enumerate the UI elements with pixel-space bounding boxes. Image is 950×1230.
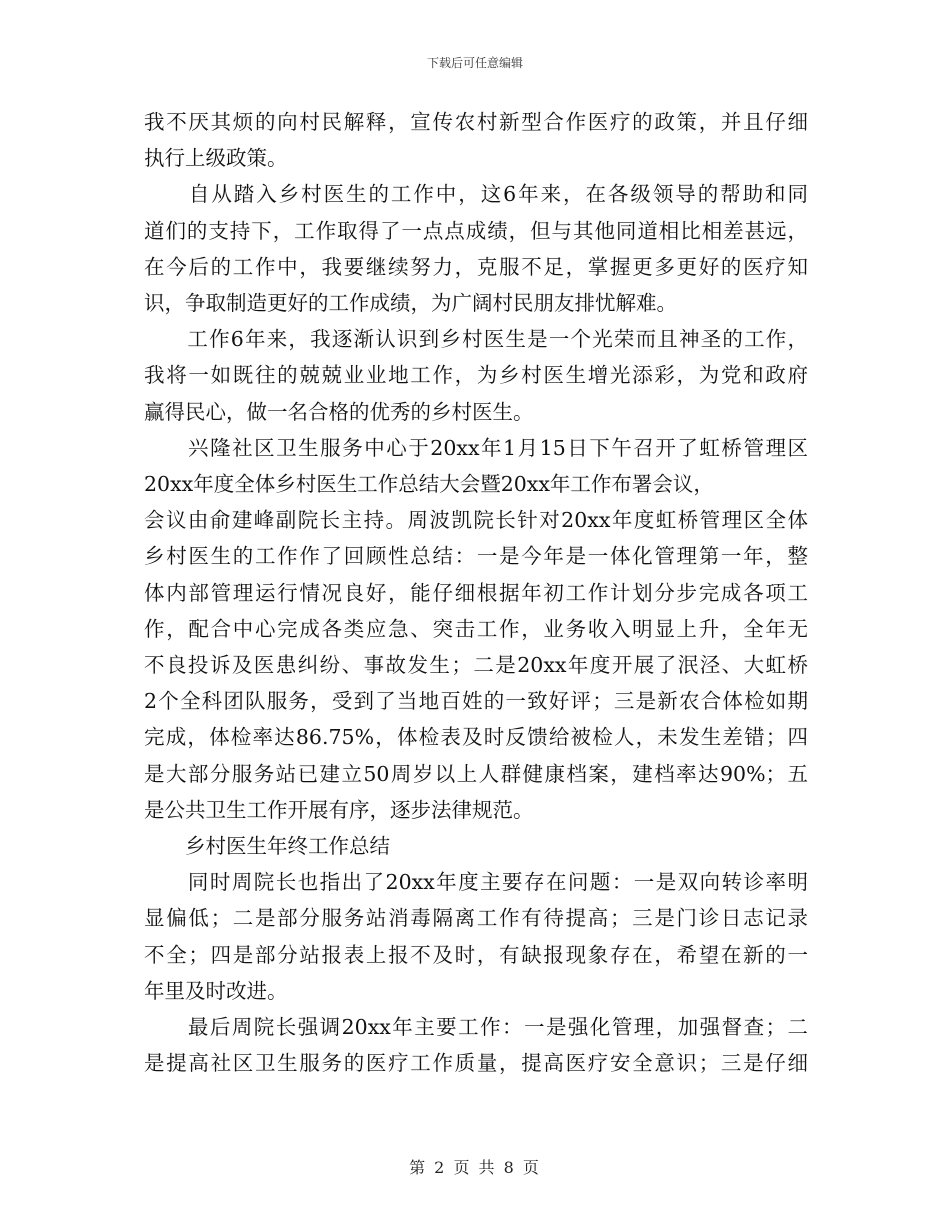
paragraph [144,176,808,321]
paragraph [144,104,808,176]
paragraph [144,1009,808,1081]
text-line: 我不厌其烦的向村民解释，宣传农村新型合作医疗的政策，并且仔细 [144,110,808,134]
text-line: 是大部分服务站已建立50周岁以上人群健康档案，建档率达90%；五 [144,761,808,786]
text-line: 工作6年来，我逐渐认识到乡村医生是一个光荣而且神圣的工作， [144,327,808,352]
text-line: 识，争取制造更好的工作成绩，为广阔村民朋友排忧解难。 [144,291,677,316]
text-line: 自从踏入乡村医生的工作中，这6年来，在各级领导的帮助和同 [144,182,808,207]
page-number: 第 2 页 共 8 页 [409,1158,541,1177]
document-body [144,104,808,1081]
text-line: 乡村医生年终工作总结 [144,834,390,859]
text-line: 乡村医生的工作作了回顾性总结：一是今年是一体化管理第一年，整 [144,544,808,569]
paragraph [144,321,808,430]
text-line: 2个全科团队服务，受到了当地百姓的一致好评；三是新农合体检如期 [144,689,808,714]
text-line: 不良投诉及医患纠纷、事故发生；二是20xx年度开展了泯泾、大虹桥 [144,653,808,678]
text-line: 赢得民心，做一名合格的优秀的乡村医生。 [144,399,534,424]
text-line: 是提高社区卫生服务的医疗工作质量，提高医疗安全意识；三是仔细 [144,1051,808,1076]
text-line: 20xx年度全体乡村医生工作总结大会暨20xx年工作布署会议， [144,472,714,497]
section-heading [144,828,808,864]
text-line: 显偏低；二是部分服务站消毒隔离工作有待提高；三是门诊日志记录 [144,906,808,931]
text-line: 完成，体检率达86.75%，体检表及时反馈给被检人，未发生差错；四 [144,725,808,750]
text-line: 是公共卫生工作开展有序，逐步法律规范。 [144,797,534,822]
paragraph [144,430,808,828]
text-line: 体内部管理运行情况良好，能仔细根据年初工作计划分步完成各项工 [144,580,808,605]
text-line: 执行上级政策。 [144,146,288,171]
text-line: 作，配合中心完成各类应急、突击工作，业务收入明显上升，全年无 [144,616,808,641]
text-line: 年里及时改进。 [144,978,288,1003]
text-line: 在今后的工作中，我要继续努力，克服不足，掌握更多更好的医疗知 [144,254,808,279]
text-line: 我将一如既往的兢兢业业地工作，为乡村医生增光添彩，为党和政府 [144,363,808,388]
text-line: 道们的支持下，工作取得了一点点成绩，但与其他同道相比相差甚远， [144,218,808,243]
text-line: 兴隆社区卫生服务中心于20xx年1月15日下午召开了虹桥管理区 [144,435,808,460]
text-line: 会议由俞建峰副院长主持。周波凯院长针对20xx年度虹桥管理区全体 [144,508,808,533]
text-line: 同时周院长也指出了20xx年度主要存在问题：一是双向转诊率明 [144,870,808,895]
page-header: 下载后可任意编辑 [426,56,523,70]
text-line: 不全；四是部分站报表上报不及时，有缺报现象存在，希望在新的一 [144,942,808,967]
paragraph [144,864,808,1009]
text-line: 最后周院长强调20xx年主要工作：一是强化管理，加强督查；二 [144,1015,808,1040]
